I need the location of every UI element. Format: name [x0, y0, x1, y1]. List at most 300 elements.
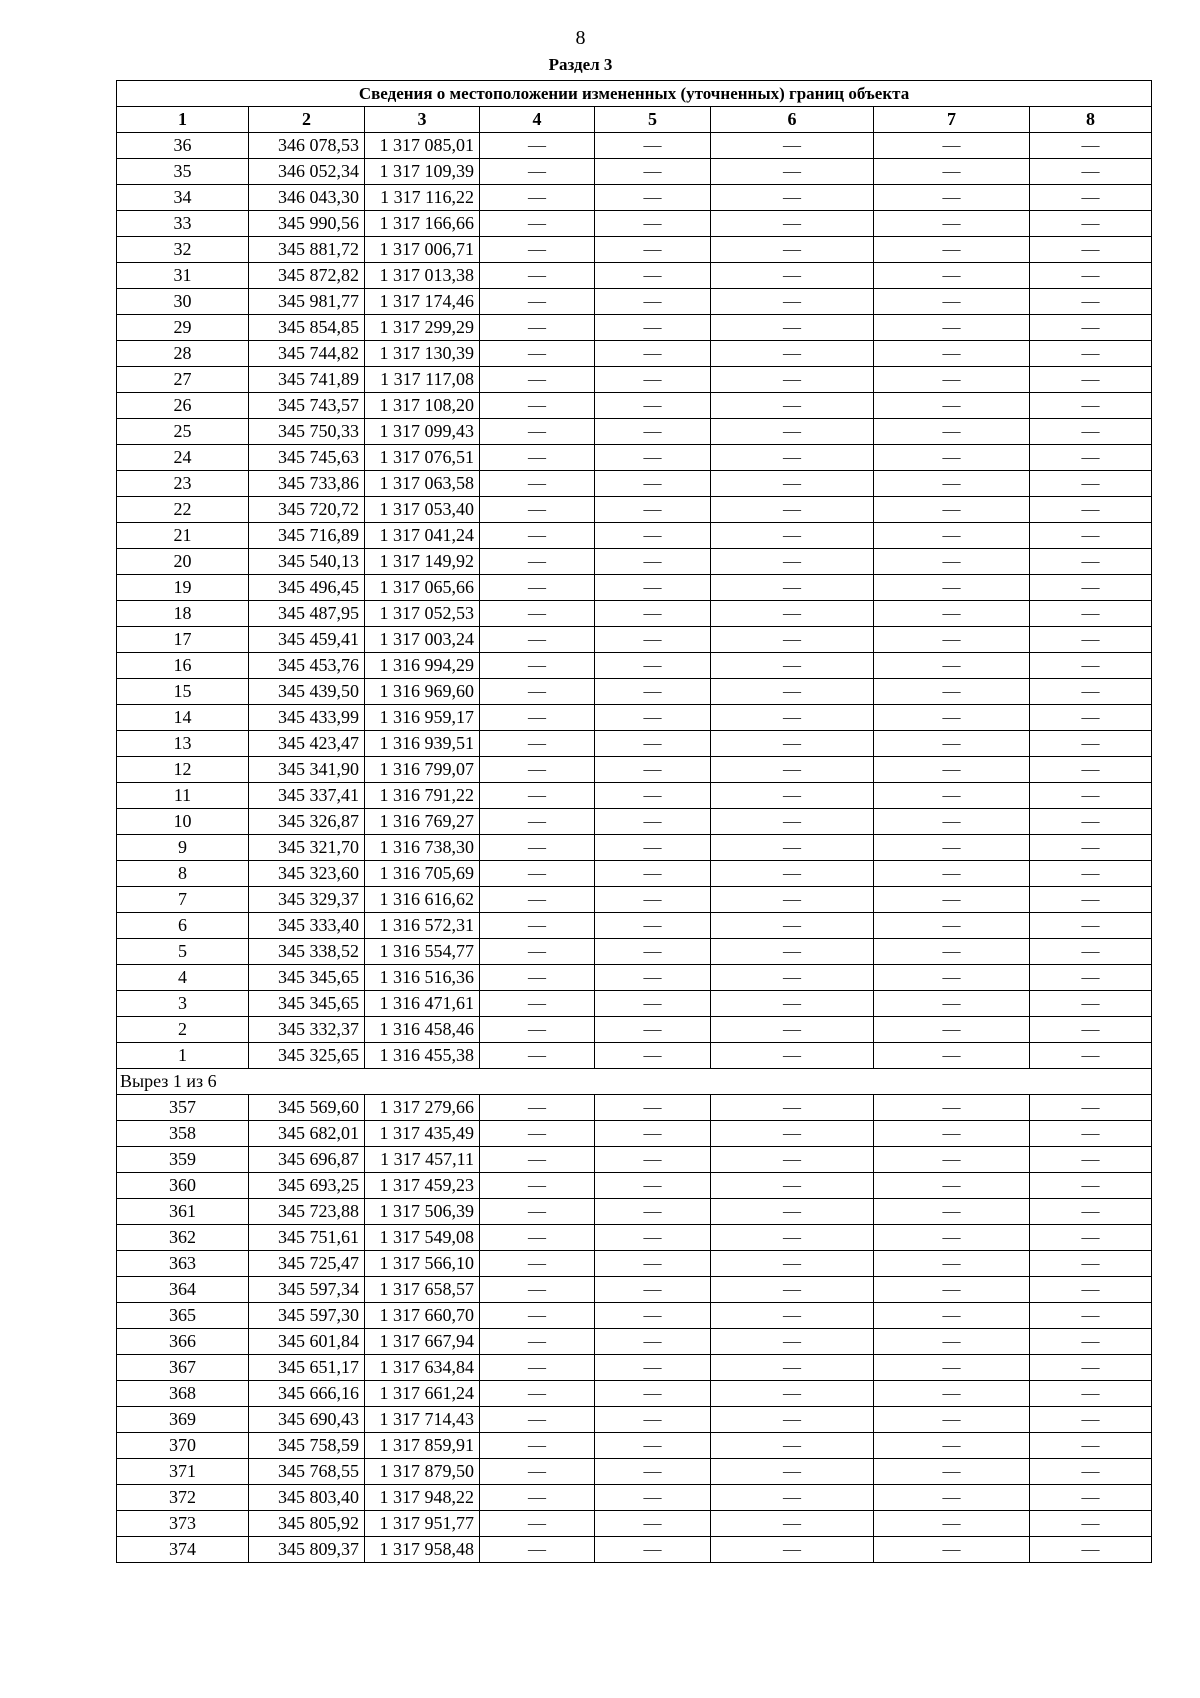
empty-value-dash: — [711, 1329, 874, 1355]
point-number-cell: 34 [117, 185, 249, 211]
x-coordinate-cell: 346 052,34 [249, 159, 365, 185]
x-coordinate-cell: 345 720,72 [249, 497, 365, 523]
point-number-cell: 6 [117, 913, 249, 939]
empty-value-dash: — [711, 757, 874, 783]
empty-value-dash: — [1030, 1485, 1152, 1511]
table-row [117, 523, 1152, 549]
empty-value-dash: — [595, 783, 711, 809]
y-coordinate-cell: 1 317 108,20 [365, 393, 480, 419]
empty-value-dash: — [595, 419, 711, 445]
point-number-cell: 7 [117, 887, 249, 913]
x-coordinate-cell: 345 433,99 [249, 705, 365, 731]
empty-value-dash: — [1030, 1381, 1152, 1407]
x-coordinate-cell: 345 723,88 [249, 1199, 365, 1225]
empty-value-dash: — [480, 523, 595, 549]
point-number-cell: 361 [117, 1199, 249, 1225]
empty-value-dash: — [874, 263, 1030, 289]
point-number-cell: 368 [117, 1381, 249, 1407]
x-coordinate-cell: 345 716,89 [249, 523, 365, 549]
empty-value-dash: — [595, 1381, 711, 1407]
empty-value-dash: — [711, 653, 874, 679]
empty-value-dash: — [711, 1459, 874, 1485]
y-coordinate-cell: 1 317 166,66 [365, 211, 480, 237]
point-number-cell: 8 [117, 861, 249, 887]
empty-value-dash: — [480, 159, 595, 185]
table-caption: Сведения о местоположении измененных (уточненных) границ объекта [117, 81, 1152, 107]
x-coordinate-cell: 345 540,13 [249, 549, 365, 575]
empty-value-dash: — [1030, 341, 1152, 367]
empty-value-dash: — [711, 575, 874, 601]
empty-value-dash: — [1030, 705, 1152, 731]
empty-value-dash: — [480, 289, 595, 315]
y-coordinate-cell: 1 317 879,50 [365, 1459, 480, 1485]
empty-value-dash: — [1030, 263, 1152, 289]
table-row [117, 445, 1152, 471]
empty-value-dash: — [711, 861, 874, 887]
empty-value-dash: — [711, 133, 874, 159]
empty-value-dash: — [1030, 1537, 1152, 1563]
y-coordinate-cell: 1 317 041,24 [365, 523, 480, 549]
empty-value-dash: — [711, 445, 874, 471]
empty-value-dash: — [1030, 1511, 1152, 1537]
point-number-cell: 373 [117, 1511, 249, 1537]
point-number-cell: 32 [117, 237, 249, 263]
x-coordinate-cell: 345 601,84 [249, 1329, 365, 1355]
y-coordinate-cell: 1 317 457,11 [365, 1147, 480, 1173]
empty-value-dash: — [1030, 887, 1152, 913]
x-coordinate-cell: 345 696,87 [249, 1147, 365, 1173]
point-number-cell: 15 [117, 679, 249, 705]
y-coordinate-cell: 1 317 299,29 [365, 315, 480, 341]
point-number-cell: 27 [117, 367, 249, 393]
empty-value-dash: — [595, 1095, 711, 1121]
table-row [117, 1043, 1152, 1069]
x-coordinate-cell: 346 043,30 [249, 185, 365, 211]
x-coordinate-cell: 345 439,50 [249, 679, 365, 705]
table-row [117, 1121, 1152, 1147]
empty-value-dash: — [595, 1225, 711, 1251]
column-header-row [117, 107, 1152, 133]
empty-value-dash: — [595, 523, 711, 549]
point-number-cell: 4 [117, 965, 249, 991]
x-coordinate-cell: 345 872,82 [249, 263, 365, 289]
empty-value-dash: — [1030, 679, 1152, 705]
empty-value-dash: — [595, 679, 711, 705]
x-coordinate-cell: 345 750,33 [249, 419, 365, 445]
empty-value-dash: — [1030, 1147, 1152, 1173]
y-coordinate-cell: 1 317 053,40 [365, 497, 480, 523]
point-number-cell: 372 [117, 1485, 249, 1511]
y-coordinate-cell: 1 317 279,66 [365, 1095, 480, 1121]
empty-value-dash: — [595, 861, 711, 887]
point-number-cell: 9 [117, 835, 249, 861]
empty-value-dash: — [1030, 939, 1152, 965]
point-number-cell: 366 [117, 1329, 249, 1355]
table-row [117, 1433, 1152, 1459]
table-body [117, 133, 1152, 1563]
empty-value-dash: — [1030, 315, 1152, 341]
empty-value-dash: — [480, 1225, 595, 1251]
empty-value-dash: — [595, 315, 711, 341]
empty-value-dash: — [480, 367, 595, 393]
empty-value-dash: — [711, 1251, 874, 1277]
table-row [117, 679, 1152, 705]
empty-value-dash: — [595, 1433, 711, 1459]
empty-value-dash: — [595, 263, 711, 289]
x-coordinate-cell: 345 423,47 [249, 731, 365, 757]
empty-value-dash: — [711, 809, 874, 835]
point-number-cell: 371 [117, 1459, 249, 1485]
empty-value-dash: — [480, 601, 595, 627]
empty-value-dash: — [480, 497, 595, 523]
x-coordinate-cell: 345 496,45 [249, 575, 365, 601]
empty-value-dash: — [480, 991, 595, 1017]
empty-value-dash: — [480, 1147, 595, 1173]
empty-value-dash: — [1030, 1225, 1152, 1251]
point-number-cell: 369 [117, 1407, 249, 1433]
table-row [117, 809, 1152, 835]
table-row [117, 601, 1152, 627]
y-coordinate-cell: 1 316 738,30 [365, 835, 480, 861]
empty-value-dash: — [711, 679, 874, 705]
boundary-table-container [116, 80, 1151, 1563]
empty-value-dash: — [595, 1043, 711, 1069]
empty-value-dash: — [480, 861, 595, 887]
empty-value-dash: — [874, 549, 1030, 575]
point-number-cell: 362 [117, 1225, 249, 1251]
empty-value-dash: — [480, 1381, 595, 1407]
empty-value-dash: — [874, 887, 1030, 913]
empty-value-dash: — [711, 497, 874, 523]
empty-value-dash: — [1030, 1251, 1152, 1277]
empty-value-dash: — [711, 1485, 874, 1511]
empty-value-dash: — [595, 731, 711, 757]
x-coordinate-cell: 345 459,41 [249, 627, 365, 653]
empty-value-dash: — [711, 419, 874, 445]
empty-value-dash: — [874, 783, 1030, 809]
table-row [117, 549, 1152, 575]
table-row [117, 1459, 1152, 1485]
empty-value-dash: — [595, 471, 711, 497]
empty-value-dash: — [1030, 1303, 1152, 1329]
empty-value-dash: — [595, 185, 711, 211]
empty-value-dash: — [595, 757, 711, 783]
empty-value-dash: — [874, 471, 1030, 497]
y-coordinate-cell: 1 317 951,77 [365, 1511, 480, 1537]
y-coordinate-cell: 1 317 006,71 [365, 237, 480, 263]
empty-value-dash: — [874, 1173, 1030, 1199]
empty-value-dash: — [874, 523, 1030, 549]
empty-value-dash: — [711, 1433, 874, 1459]
empty-value-dash: — [595, 133, 711, 159]
empty-value-dash: — [711, 367, 874, 393]
table-row [117, 393, 1152, 419]
empty-value-dash: — [595, 835, 711, 861]
empty-value-dash: — [874, 237, 1030, 263]
empty-value-dash: — [1030, 783, 1152, 809]
empty-value-dash: — [595, 965, 711, 991]
table-row [117, 1537, 1152, 1563]
column-header-5: 5 [595, 107, 711, 133]
empty-value-dash: — [711, 471, 874, 497]
table-row [117, 783, 1152, 809]
empty-value-dash: — [711, 315, 874, 341]
empty-value-dash: — [874, 1147, 1030, 1173]
empty-value-dash: — [595, 497, 711, 523]
empty-value-dash: — [480, 1511, 595, 1537]
empty-value-dash: — [480, 1459, 595, 1485]
empty-value-dash: — [480, 1199, 595, 1225]
empty-value-dash: — [1030, 185, 1152, 211]
empty-value-dash: — [595, 1251, 711, 1277]
table-row [117, 1173, 1152, 1199]
empty-value-dash: — [1030, 809, 1152, 835]
empty-value-dash: — [480, 315, 595, 341]
empty-value-dash: — [711, 211, 874, 237]
x-coordinate-cell: 345 725,47 [249, 1251, 365, 1277]
empty-value-dash: — [1030, 913, 1152, 939]
empty-value-dash: — [1030, 1407, 1152, 1433]
table-row [117, 1407, 1152, 1433]
empty-value-dash: — [480, 705, 595, 731]
empty-value-dash: — [874, 185, 1030, 211]
empty-value-dash: — [874, 965, 1030, 991]
empty-value-dash: — [480, 679, 595, 705]
empty-value-dash: — [480, 341, 595, 367]
empty-value-dash: — [874, 497, 1030, 523]
point-number-cell: 24 [117, 445, 249, 471]
y-coordinate-cell: 1 316 769,27 [365, 809, 480, 835]
empty-value-dash: — [480, 1407, 595, 1433]
table-row [117, 575, 1152, 601]
empty-value-dash: — [1030, 575, 1152, 601]
empty-value-dash: — [711, 549, 874, 575]
y-coordinate-cell: 1 316 791,22 [365, 783, 480, 809]
x-coordinate-cell: 345 758,59 [249, 1433, 365, 1459]
y-coordinate-cell: 1 316 471,61 [365, 991, 480, 1017]
table-row [117, 471, 1152, 497]
empty-value-dash: — [711, 913, 874, 939]
empty-value-dash: — [1030, 289, 1152, 315]
empty-value-dash: — [711, 1511, 874, 1537]
empty-value-dash: — [595, 1355, 711, 1381]
empty-value-dash: — [480, 1485, 595, 1511]
empty-value-dash: — [711, 601, 874, 627]
y-coordinate-cell: 1 316 554,77 [365, 939, 480, 965]
empty-value-dash: — [595, 1121, 711, 1147]
y-coordinate-cell: 1 317 566,10 [365, 1251, 480, 1277]
empty-value-dash: — [711, 1121, 874, 1147]
y-coordinate-cell: 1 317 085,01 [365, 133, 480, 159]
point-number-cell: 11 [117, 783, 249, 809]
empty-value-dash: — [874, 315, 1030, 341]
x-coordinate-cell: 345 854,85 [249, 315, 365, 341]
point-number-cell: 10 [117, 809, 249, 835]
point-number-cell: 367 [117, 1355, 249, 1381]
empty-value-dash: — [595, 627, 711, 653]
empty-value-dash: — [874, 1043, 1030, 1069]
empty-value-dash: — [1030, 133, 1152, 159]
empty-value-dash: — [874, 1303, 1030, 1329]
x-coordinate-cell: 345 809,37 [249, 1537, 365, 1563]
empty-value-dash: — [480, 575, 595, 601]
point-number-cell: 21 [117, 523, 249, 549]
empty-value-dash: — [711, 1537, 874, 1563]
x-coordinate-cell: 345 768,55 [249, 1459, 365, 1485]
y-coordinate-cell: 1 317 149,92 [365, 549, 480, 575]
x-coordinate-cell: 345 651,17 [249, 1355, 365, 1381]
empty-value-dash: — [480, 133, 595, 159]
table-row [117, 237, 1152, 263]
point-number-cell: 2 [117, 1017, 249, 1043]
point-number-cell: 363 [117, 1251, 249, 1277]
y-coordinate-cell: 1 317 065,66 [365, 575, 480, 601]
table-row [117, 159, 1152, 185]
y-coordinate-cell: 1 316 799,07 [365, 757, 480, 783]
point-number-cell: 31 [117, 263, 249, 289]
empty-value-dash: — [874, 341, 1030, 367]
column-header-6: 6 [711, 107, 874, 133]
point-number-cell: 26 [117, 393, 249, 419]
empty-value-dash: — [874, 1381, 1030, 1407]
table-row [117, 1303, 1152, 1329]
cutout-subheader: Вырез 1 из 6 [117, 1069, 1152, 1095]
table-row [117, 1251, 1152, 1277]
column-header-1: 1 [117, 107, 249, 133]
empty-value-dash: — [480, 1043, 595, 1069]
table-row [117, 1355, 1152, 1381]
section-title: Раздел 3 [548, 55, 613, 74]
empty-value-dash: — [595, 1511, 711, 1537]
x-coordinate-cell: 345 325,65 [249, 1043, 365, 1069]
point-number-cell: 35 [117, 159, 249, 185]
x-coordinate-cell: 345 682,01 [249, 1121, 365, 1147]
x-coordinate-cell: 345 326,87 [249, 809, 365, 835]
table-row [117, 341, 1152, 367]
table-row [117, 939, 1152, 965]
empty-value-dash: — [480, 1355, 595, 1381]
y-coordinate-cell: 1 317 660,70 [365, 1303, 480, 1329]
table-row [117, 627, 1152, 653]
page-number: 8 [575, 27, 586, 49]
y-coordinate-cell: 1 317 658,57 [365, 1277, 480, 1303]
empty-value-dash: — [711, 1355, 874, 1381]
table-row [117, 1225, 1152, 1251]
point-number-cell: 5 [117, 939, 249, 965]
empty-value-dash: — [874, 627, 1030, 653]
y-coordinate-cell: 1 317 506,39 [365, 1199, 480, 1225]
y-coordinate-cell: 1 317 174,46 [365, 289, 480, 315]
empty-value-dash: — [1030, 757, 1152, 783]
empty-value-dash: — [874, 679, 1030, 705]
empty-value-dash: — [874, 1277, 1030, 1303]
empty-value-dash: — [480, 549, 595, 575]
empty-value-dash: — [595, 913, 711, 939]
x-coordinate-cell: 345 569,60 [249, 1095, 365, 1121]
empty-value-dash: — [711, 1225, 874, 1251]
empty-value-dash: — [595, 393, 711, 419]
x-coordinate-cell: 345 803,40 [249, 1485, 365, 1511]
y-coordinate-cell: 1 317 549,08 [365, 1225, 480, 1251]
empty-value-dash: — [874, 289, 1030, 315]
empty-value-dash: — [874, 1433, 1030, 1459]
x-coordinate-cell: 345 990,56 [249, 211, 365, 237]
x-coordinate-cell: 345 321,70 [249, 835, 365, 861]
empty-value-dash: — [874, 1095, 1030, 1121]
empty-value-dash: — [874, 731, 1030, 757]
empty-value-dash: — [1030, 653, 1152, 679]
empty-value-dash: — [711, 731, 874, 757]
x-coordinate-cell: 345 332,37 [249, 1017, 365, 1043]
empty-value-dash: — [711, 1199, 874, 1225]
empty-value-dash: — [480, 627, 595, 653]
empty-value-dash: — [595, 1199, 711, 1225]
table-row [117, 1485, 1152, 1511]
empty-value-dash: — [874, 445, 1030, 471]
point-number-cell: 33 [117, 211, 249, 237]
empty-value-dash: — [1030, 471, 1152, 497]
empty-value-dash: — [1030, 1173, 1152, 1199]
empty-value-dash: — [711, 393, 874, 419]
x-coordinate-cell: 345 744,82 [249, 341, 365, 367]
empty-value-dash: — [711, 1277, 874, 1303]
empty-value-dash: — [874, 1355, 1030, 1381]
table-row [117, 1199, 1152, 1225]
empty-value-dash: — [711, 1017, 874, 1043]
empty-value-dash: — [711, 1043, 874, 1069]
x-coordinate-cell: 345 690,43 [249, 1407, 365, 1433]
point-number-cell: 13 [117, 731, 249, 757]
empty-value-dash: — [711, 887, 874, 913]
empty-value-dash: — [595, 809, 711, 835]
x-coordinate-cell: 345 981,77 [249, 289, 365, 315]
empty-value-dash: — [480, 263, 595, 289]
empty-value-dash: — [874, 575, 1030, 601]
empty-value-dash: — [1030, 159, 1152, 185]
point-number-cell: 365 [117, 1303, 249, 1329]
empty-value-dash: — [711, 627, 874, 653]
x-coordinate-cell: 345 345,65 [249, 991, 365, 1017]
empty-value-dash: — [595, 1329, 711, 1355]
empty-value-dash: — [480, 939, 595, 965]
empty-value-dash: — [1030, 497, 1152, 523]
empty-value-dash: — [595, 705, 711, 731]
empty-value-dash: — [711, 1381, 874, 1407]
x-coordinate-cell: 345 338,52 [249, 939, 365, 965]
table-row [117, 913, 1152, 939]
empty-value-dash: — [1030, 731, 1152, 757]
empty-value-dash: — [874, 1225, 1030, 1251]
empty-value-dash: — [595, 575, 711, 601]
empty-value-dash: — [874, 1537, 1030, 1563]
empty-value-dash: — [711, 705, 874, 731]
empty-value-dash: — [480, 1095, 595, 1121]
boundary-coordinates-table [116, 80, 1152, 1563]
y-coordinate-cell: 1 317 714,43 [365, 1407, 480, 1433]
empty-value-dash: — [595, 1147, 711, 1173]
empty-value-dash: — [480, 653, 595, 679]
point-number-cell: 36 [117, 133, 249, 159]
empty-value-dash: — [480, 445, 595, 471]
empty-value-dash: — [874, 835, 1030, 861]
empty-value-dash: — [1030, 627, 1152, 653]
empty-value-dash: — [480, 783, 595, 809]
empty-value-dash: — [480, 419, 595, 445]
point-number-cell: 30 [117, 289, 249, 315]
empty-value-dash: — [711, 1095, 874, 1121]
empty-value-dash: — [711, 523, 874, 549]
point-number-cell: 374 [117, 1537, 249, 1563]
